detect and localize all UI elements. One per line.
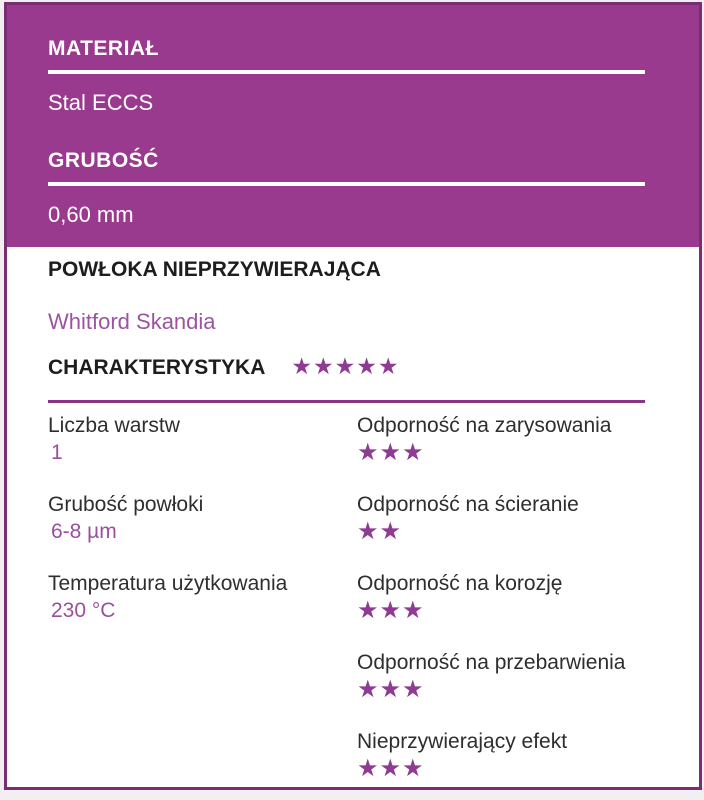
- thickness-underline: [48, 182, 645, 186]
- section-divider: [48, 400, 645, 403]
- material-underline: [48, 70, 645, 74]
- rating-item-discoloration-resistance: [357, 651, 645, 703]
- material-heading: MATERIAŁ: [48, 37, 159, 60]
- rating-item-scratch-resistance: [357, 414, 645, 466]
- rating-item-corrosion-resistance: [357, 572, 645, 624]
- rating-item-nonstick-effect: [357, 730, 645, 782]
- rating-item-abrasion-resistance: [357, 493, 645, 545]
- spec-value: 230 °C: [51, 599, 116, 622]
- rating-label: Odporność na zarysowania: [357, 414, 612, 437]
- star-rating: ★★★: [357, 597, 425, 624]
- star-rating: ★★★: [357, 755, 425, 782]
- characteristics-star-rating: ★★★★★: [291, 353, 400, 379]
- characteristics-row: [48, 352, 645, 382]
- spec-label: Grubość powłoki: [48, 493, 204, 516]
- thickness-heading: GRUBOŚĆ: [48, 149, 159, 172]
- spec-value: 1: [51, 441, 63, 464]
- product-spec-panel: [4, 2, 702, 790]
- material-header-section: [7, 5, 699, 247]
- spec-item-layers: [48, 414, 357, 466]
- spec-column-left: [48, 414, 357, 787]
- spec-label: Liczba warstw: [48, 414, 180, 437]
- star-rating: ★★★: [357, 676, 425, 703]
- star-rating: ★★★: [357, 439, 425, 466]
- coating-brand-name: Whitford Skandia: [48, 309, 216, 334]
- spec-label: Temperatura użytkowania: [48, 572, 288, 595]
- spec-item-temperature: [48, 572, 357, 624]
- spec-column-right: [357, 414, 645, 787]
- rating-label: Odporność na ścieranie: [357, 493, 579, 516]
- rating-label: Nieprzywierający efekt: [357, 730, 568, 753]
- material-block: [48, 36, 645, 116]
- spec-value: 6-8 µm: [51, 520, 117, 543]
- thickness-value: 0,60 mm: [48, 202, 134, 227]
- rating-label: Odporność na korozję: [357, 572, 563, 595]
- thickness-block: [48, 148, 645, 228]
- coating-section: [7, 247, 699, 787]
- coating-title: POWŁOKA NIEPRZYWIERAJĄCA: [48, 258, 381, 281]
- spec-columns: [48, 414, 645, 787]
- material-value: Stal ECCS: [48, 90, 154, 115]
- rating-label: Odporność na przebarwienia: [357, 651, 626, 674]
- characteristics-heading: CHARAKTERYSTYKA: [48, 356, 266, 379]
- spec-item-coating-thickness: [48, 493, 357, 545]
- star-rating: ★★: [357, 518, 403, 545]
